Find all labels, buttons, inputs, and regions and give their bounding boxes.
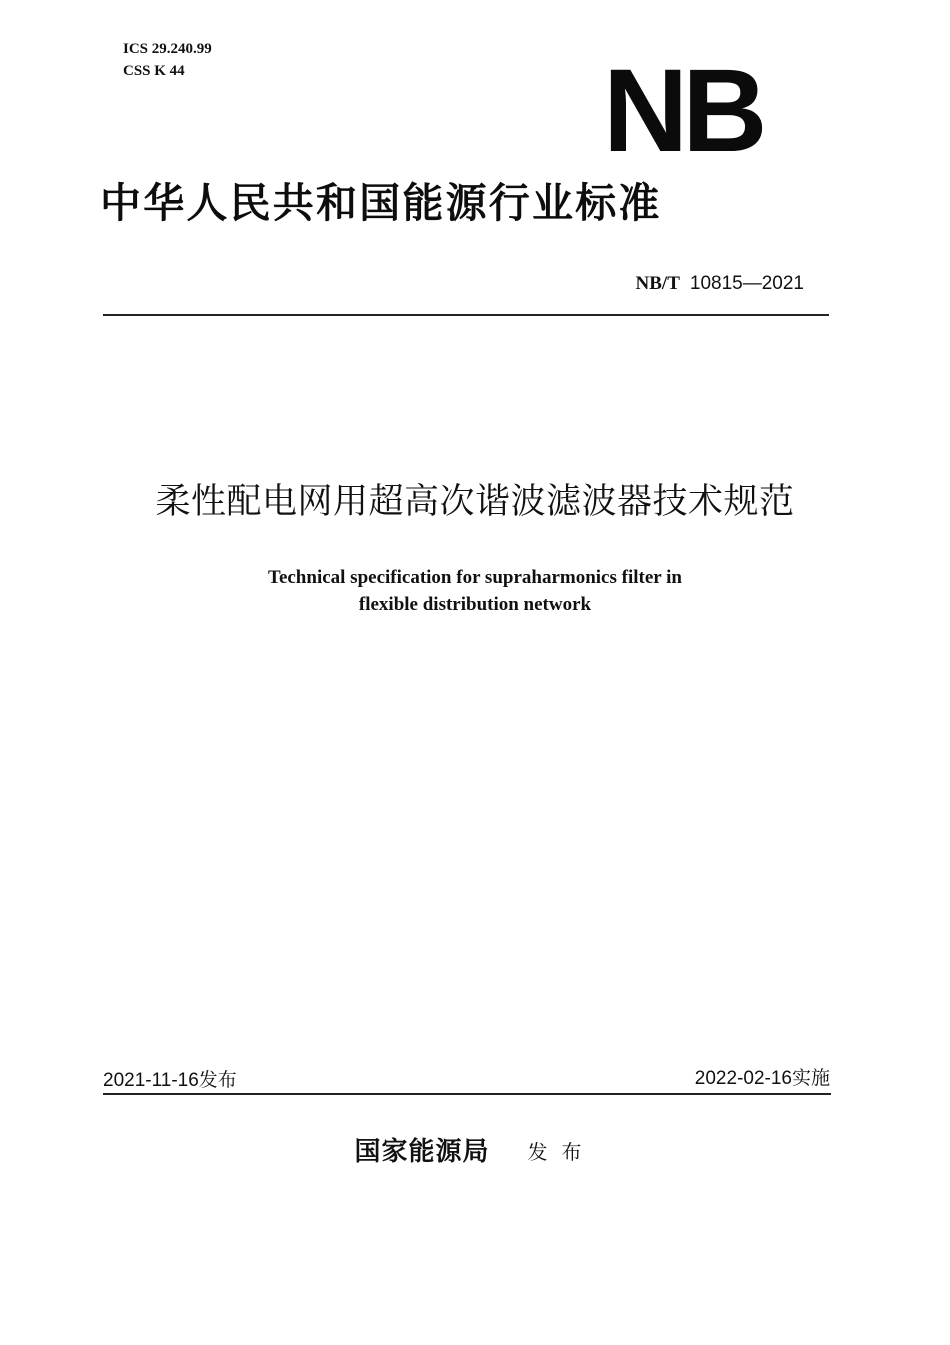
- classification-codes: [123, 38, 212, 82]
- implementation-date: 2022-02-16实施: [694, 1068, 830, 1089]
- english-title: [0, 564, 950, 618]
- chinese-title: 柔性配电网用超高次谐波滤波器技术规范: [155, 482, 795, 522]
- top-divider: [103, 314, 829, 316]
- standard-number: [636, 270, 804, 297]
- nb-logo: NB: [603, 45, 762, 177]
- english-title-line-2: flexible distribution network: [358, 594, 592, 615]
- ics-code: ICS 29.240.99: [123, 41, 212, 57]
- standard-number-prefix: NB/T: [635, 273, 680, 294]
- english-title-line-1: Technical specification for supraharmonics filter in: [268, 567, 682, 588]
- bottom-divider: [103, 1093, 831, 1095]
- publisher-organization: 国家能源局: [354, 1137, 490, 1167]
- standard-category-title: 中华人民共和国能源行业标准: [100, 179, 662, 227]
- css-code: CSS K 44: [123, 63, 185, 79]
- standard-number-code: 10815—2021: [689, 273, 804, 294]
- publisher-line: [0, 1134, 950, 1170]
- issue-date: 2021-11-16发布: [103, 1070, 237, 1091]
- publisher-action: 发布: [527, 1140, 596, 1164]
